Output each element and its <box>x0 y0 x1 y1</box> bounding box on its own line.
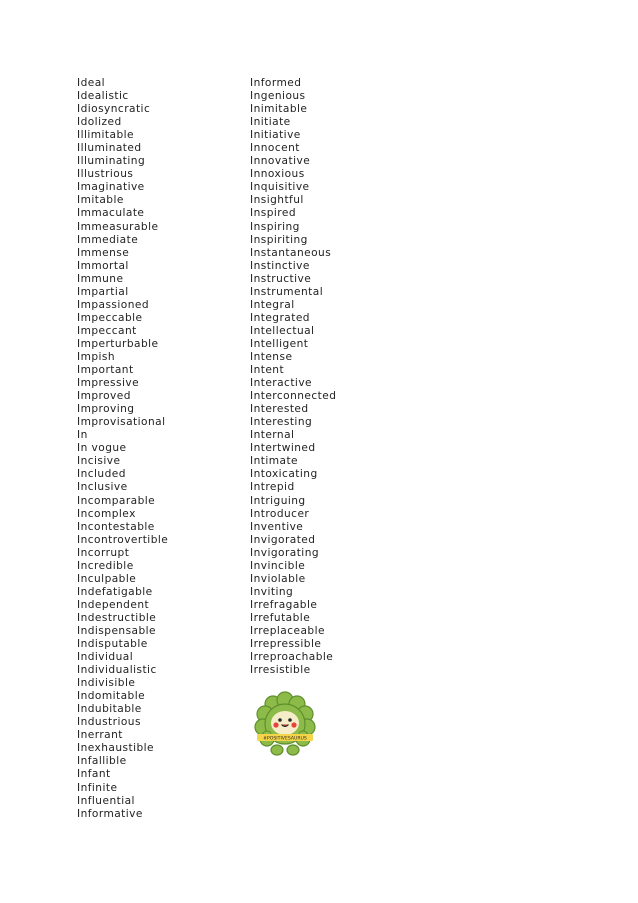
word-list-item: Inculpable <box>77 572 137 585</box>
word-list-item: Immediate <box>77 233 139 246</box>
word-list-item: Invigorating <box>250 546 320 559</box>
word-list-item: Impressive <box>77 377 140 390</box>
word-list-item: Irrefutable <box>250 611 311 624</box>
word-list-item: Ideal <box>77 77 106 89</box>
word-list-item: Immeasurable <box>77 220 159 233</box>
word-list-item: Idiosyncratic <box>77 103 151 116</box>
word-list-item: Interconnected <box>250 390 337 403</box>
word-list-item: Intimate <box>250 455 299 468</box>
word-list-item: Indefatigable <box>77 585 153 598</box>
word-list-item: Inventive <box>250 520 304 533</box>
word-list-item: Integral <box>250 298 295 311</box>
word-list-item: In <box>77 429 88 442</box>
word-list-item: Inspiring <box>250 220 300 233</box>
word-list-item: Immaculate <box>77 207 145 220</box>
word-list-item: Inimitable <box>250 103 308 116</box>
word-list-item: Intoxicating <box>250 468 318 481</box>
word-list-item: Indispensable <box>77 624 157 637</box>
word-list-item: Idolized <box>77 116 122 129</box>
word-list-item: Interested <box>250 403 309 416</box>
turtle-mascot-icon <box>253 690 317 760</box>
word-list-item: Indomitable <box>77 690 146 703</box>
word-list-item: Incomparable <box>77 494 156 507</box>
word-list-item: Indisputable <box>77 638 148 651</box>
word-list-item: Innocent <box>250 142 300 155</box>
word-list-item: Indubitable <box>77 703 142 716</box>
word-list-item: Initiate <box>250 116 291 129</box>
word-list-item: Initiative <box>250 129 301 142</box>
word-list-item: Intertwined <box>250 442 316 455</box>
word-list-item: Instinctive <box>250 259 310 272</box>
word-list-item: Impassioned <box>77 298 150 311</box>
word-list-item: Individual <box>77 651 134 664</box>
word-list-item: In vogue <box>77 442 127 455</box>
word-list-item: Invincible <box>250 559 306 572</box>
word-list-item: Innovative <box>250 155 311 168</box>
word-list-item: Imitable <box>77 194 124 207</box>
word-list-item: Impartial <box>77 285 129 298</box>
word-list-item: Influential <box>77 794 135 807</box>
word-list-item: Individualistic <box>77 664 157 677</box>
word-list-item: Intent <box>250 364 285 377</box>
word-list-item: Irrepressible <box>250 638 322 651</box>
word-list-item: Included <box>77 468 126 481</box>
word-list-item: Inerrant <box>77 729 123 742</box>
word-list-item: Infallible <box>77 755 127 768</box>
word-list-item: Irresistible <box>250 664 311 677</box>
word-list-item: Inspired <box>250 207 296 220</box>
word-list-item: Informative <box>77 807 143 820</box>
word-list-item: Inviolable <box>250 572 306 585</box>
word-list-item: Inclusive <box>77 481 128 494</box>
word-list-item: Illimitable <box>77 129 134 142</box>
word-list-item: Inexhaustible <box>77 742 155 755</box>
word-list-item: Ingenious <box>250 90 306 103</box>
word-list-item: Independent <box>77 598 150 611</box>
word-list-item: Incontestable <box>77 520 155 533</box>
word-list-item: Intrepid <box>250 481 295 494</box>
word-list-item: Innoxious <box>250 168 305 181</box>
word-list-item: Incontrovertible <box>77 533 169 546</box>
word-list-item: Informed <box>250 77 302 89</box>
word-list-item: Imaginative <box>77 181 145 194</box>
word-list-item: Intriguing <box>250 494 306 507</box>
word-list-item: Incomplex <box>77 507 136 520</box>
word-list-item: Intelligent <box>250 337 309 350</box>
word-list-item: Impeccant <box>77 324 137 337</box>
word-list-item: Incisive <box>77 455 121 468</box>
word-list-item: Immortal <box>77 259 129 272</box>
word-list-item: Intense <box>250 350 293 363</box>
word-list-item: Improving <box>77 403 135 416</box>
word-list-item: Illuminated <box>77 142 142 155</box>
word-list-item: Impish <box>77 350 116 363</box>
word-list-item: Irrefragable <box>250 598 318 611</box>
word-list-item: Indestructible <box>77 611 157 624</box>
word-list-item: Irreproachable <box>250 651 334 664</box>
word-list-item: Inquisitive <box>250 181 310 194</box>
word-list-item: Improvisational <box>77 416 166 429</box>
word-list-item: Instrumental <box>250 285 324 298</box>
word-list-item: Immune <box>77 272 124 285</box>
word-list-item: Instructive <box>250 272 312 285</box>
word-list-item: Invigorated <box>250 533 316 546</box>
word-list-item: Instantaneous <box>250 246 332 259</box>
word-list-item: Impeccable <box>77 311 143 324</box>
word-list-right-column <box>250 77 336 677</box>
word-list-item: Indivisible <box>77 677 136 690</box>
word-list-item: Introducer <box>250 507 310 520</box>
word-list-item: Irreplaceable <box>250 624 325 637</box>
word-list-item: Imperturbable <box>77 337 159 350</box>
word-list-item: Important <box>77 364 134 377</box>
word-list-item: Improved <box>77 390 131 403</box>
word-list-item: Idealistic <box>77 90 129 103</box>
word-list-left-column <box>77 77 168 821</box>
word-list-item: Internal <box>250 429 295 442</box>
word-list-item: Illuminating <box>77 155 146 168</box>
word-list-item: Insightful <box>250 194 304 207</box>
word-list-item: Infant <box>77 768 111 781</box>
word-list-item: Immense <box>77 246 130 259</box>
word-list-item: Interactive <box>250 377 313 390</box>
word-list-item: Incorrupt <box>77 546 130 559</box>
word-list-item: Illustrious <box>77 168 134 181</box>
word-list-item: Integrated <box>250 311 310 324</box>
word-list-item: Inspiriting <box>250 233 308 246</box>
word-list-item: Intellectual <box>250 324 315 337</box>
word-list-item: Industrious <box>77 716 141 729</box>
word-list-item: Interesting <box>250 416 313 429</box>
word-list-item: Incredible <box>77 559 134 572</box>
mascot-tag-text: #POSITIVESAURUS <box>263 736 307 742</box>
word-list-item: Infinite <box>77 781 118 794</box>
word-list-item: Inviting <box>250 585 294 598</box>
